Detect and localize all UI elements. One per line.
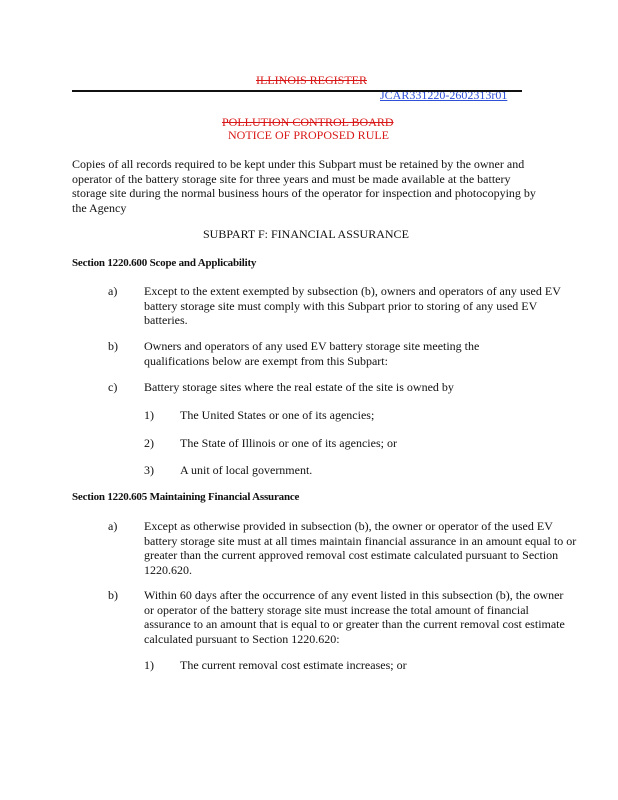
subitem-marker: 3) [144,463,154,477]
jcar-code-link[interactable]: JCAR331220-2602313r01 [380,88,508,102]
board-header: POLLUTION CONTROL BOARD [222,115,394,129]
notice-header: NOTICE OF PROPOSED RULE [228,128,390,142]
subitem-text: A unit of local government. [180,463,313,477]
item-marker: a) [108,284,118,298]
item-text: Within 60 days after the occurrence of any event listed in this subsection (b), the owner or operator of the battery storage site must increase the total amount of financial assurance to an amount that is equal to or greater than the current removal cost estimate calculated pursuant to Section 1220.620: [144,588,565,646]
item-text: Owners and operators of any used EV battery storage site meeting the qualifications below are exempt from this Subpart: [144,339,480,368]
item-marker: b) [108,339,118,353]
subitem-text: The State of Illinois or one of its agencies; or [180,436,397,450]
header-rule [72,90,522,92]
section-heading-600: Section 1220.600 Scope and Applicability [72,257,257,269]
subitem-marker: 1) [144,408,154,422]
item-marker: c) [108,380,118,394]
item-text: Battery storage sites where the real estate of the site is owned by [144,380,454,394]
item-text: Except to the extent exempted by subsection (b), owners and operators of any used EV battery storage site must comply with this Subpart prior to storing of any used EV batteries. [144,284,561,327]
item-text: Except as otherwise provided in subsection (b), the owner or operator of the used EV battery storage site must at all times maintain financial assurance in an amount equal to or greater than the current approved removal cost estimate calculated pursuant to Section 1220.620. [144,519,577,577]
register-header: ILLINOIS REGISTER [256,73,367,87]
section-heading-605: Section 1220.605 Maintaining Financial Assurance [72,491,300,503]
item-marker: a) [108,519,118,533]
subpart-title: SUBPART F: FINANCIAL ASSURANCE [203,227,409,241]
records-paragraph: Copies of all records required to be kept under this Subpart must be retained by the owner and operator of the battery storage site for three years and must be made available at the battery storage site during the normal business hours of the operator for inspection and photocopying by the Agency [72,157,536,215]
subitem-marker: 2) [144,436,154,450]
subitem-text: The current removal cost estimate increases; or [180,658,407,672]
subitem-text: The United States or one of its agencies; [180,408,375,422]
item-marker: b) [108,588,118,602]
subitem-marker: 1) [144,658,154,672]
